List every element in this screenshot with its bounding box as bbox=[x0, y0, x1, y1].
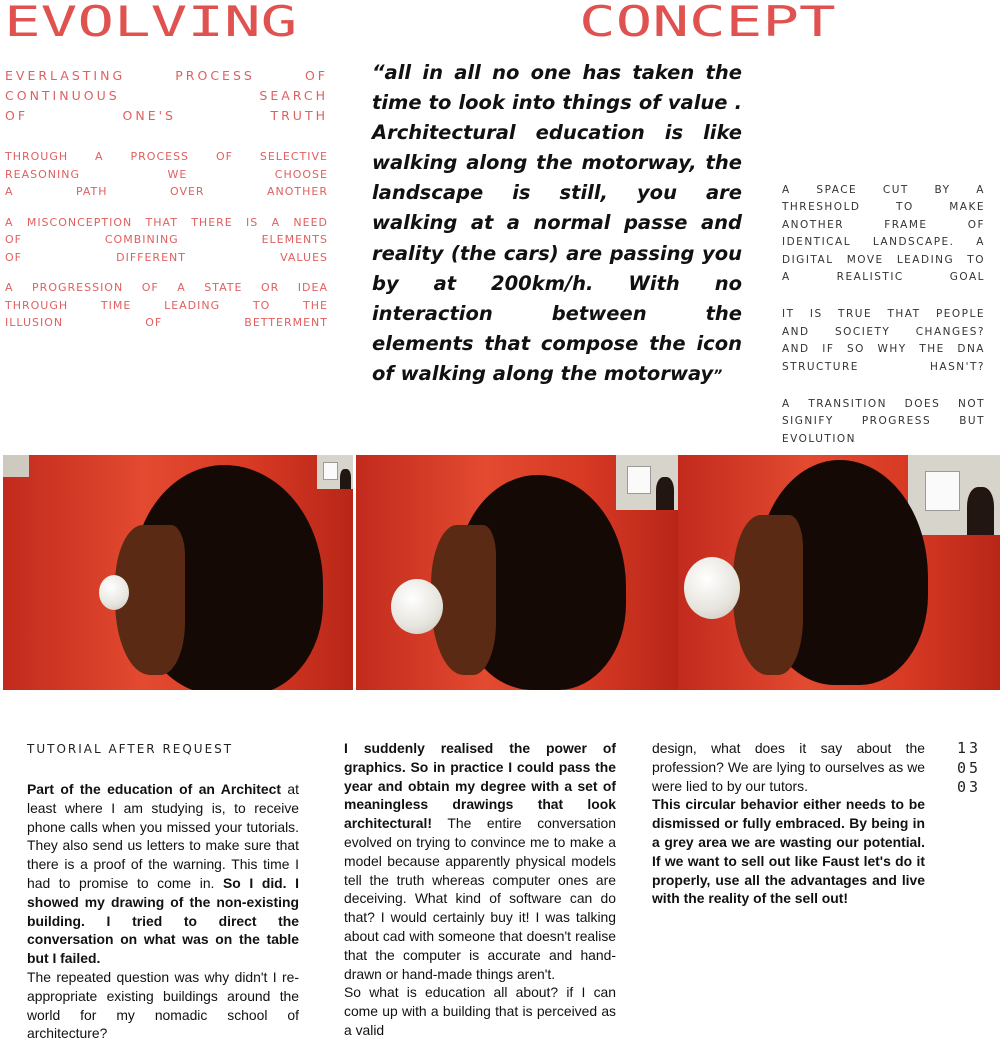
article-column-2 bbox=[344, 739, 616, 1040]
date-year: 03 bbox=[957, 778, 982, 796]
bird-canvas-icon bbox=[925, 471, 960, 511]
bold-text: So I did. I showed my drawing of the non-existing building. I tried to direct the conversation on what was on the table but I failed. bbox=[27, 874, 299, 967]
right-line: DIGITAL MOVE LEADING TO bbox=[782, 253, 985, 266]
article-heading: TUTORIAL AFTER REQUEST bbox=[27, 742, 234, 756]
date-stamp bbox=[957, 739, 981, 798]
left-line: REASONING WE CHOOSE bbox=[5, 167, 328, 181]
right-line: A TRANSITION DOES NOT bbox=[782, 398, 985, 411]
inset-thumbnail bbox=[3, 455, 29, 477]
right-line: ANOTHER FRAME OF bbox=[782, 218, 985, 231]
bird-canvas-icon bbox=[323, 462, 338, 480]
painter-figure bbox=[967, 487, 995, 535]
left-line: ILLUSION OF BETTERMENT bbox=[5, 316, 328, 329]
left-statements bbox=[5, 66, 328, 332]
page-title bbox=[4, 0, 1000, 46]
painter-figure bbox=[656, 477, 675, 510]
left-line: OF COMBINING ELEMENTS bbox=[5, 233, 328, 246]
right-line: EVOLUTION bbox=[782, 432, 857, 445]
right-line: IT IS TRUE THAT PEOPLE bbox=[782, 308, 985, 321]
left-big-line: OF ONE'S TRUTH bbox=[5, 108, 328, 123]
main-quote bbox=[372, 58, 742, 391]
photo-strip bbox=[3, 455, 1000, 690]
photo-frame-3 bbox=[678, 455, 1000, 690]
photo-frame-1 bbox=[3, 455, 353, 690]
date-day: 13 bbox=[957, 739, 982, 757]
painting-inset bbox=[317, 455, 353, 489]
gum-bubble bbox=[99, 575, 129, 610]
right-line: STRUCTURE HASN'T? bbox=[782, 360, 985, 373]
left-line: THROUGH TIME LEADING TO THE bbox=[5, 298, 328, 312]
bold-text: I suddenly realised the power of graphics. So in practice I could pass the year and obtain my degree with a set of meaningless drawings that look architectural! bbox=[344, 740, 616, 832]
article-paragraph: So what is education all about? if I can come up with a building that is perceived as a valid bbox=[344, 984, 616, 1038]
left-line: THROUGH A PROCESS OF SELECTIVE bbox=[5, 150, 328, 163]
right-line: SIGNIFY PROGRESS BUT bbox=[782, 415, 985, 428]
photo-frame-2 bbox=[356, 455, 678, 690]
painting-inset bbox=[616, 455, 678, 510]
left-line: A MISCONCEPTION THAT THERE IS A NEED bbox=[5, 215, 328, 229]
gum-bubble bbox=[684, 557, 740, 619]
left-line: A PATH OVER ANOTHER bbox=[5, 185, 328, 198]
date-month: 05 bbox=[957, 758, 982, 777]
left-big-line: EVERLASTING PROCESS OF bbox=[5, 68, 328, 83]
article-column-3 bbox=[652, 739, 925, 908]
body-text: at least where I am studying is, to receive phone calls when you missed your tutorials. They also send us letters to make sure that there is a proof of the warning. This time I had to promise to come in. bbox=[27, 781, 299, 891]
title-evolving: EVOLVING bbox=[4, 0, 298, 46]
article-paragraph: The repeated question was why didn't I re-appropriate existing buildings around the world for my nomadic school of architecture? bbox=[27, 968, 299, 1042]
right-line: THRESHOLD TO MAKE bbox=[782, 201, 985, 214]
left-big-line: CONTINUOUS SEARCH bbox=[5, 88, 328, 103]
quote-text: “all in all no one has taken the time to look into things of value . Architectural education is like walking along the motorway, the landscape is still, you are walking at a normal passe and reality (the cars) are passing you by at 200km/h. With no interaction between the elements that compose the icon of walking along the motorway bbox=[372, 61, 742, 385]
right-line: IDENTICAL LANDSCAPE. A bbox=[782, 236, 985, 249]
article-column-1 bbox=[27, 780, 299, 1043]
body-text: The entire conversation evolved on trying to convince me to make a model because apparently physical models tell the truth whereas computer ones are deceiving. What kind of software can do that? I would certainly buy it! I was talking about cad with someone that doesn't realise that the computer is accurate and hand-drawn or hand-made things aren't. bbox=[344, 815, 616, 982]
left-line: OF DIFFERENT VALUES bbox=[5, 250, 328, 264]
gum-bubble bbox=[391, 579, 443, 634]
painting-inset bbox=[908, 455, 1000, 535]
right-line: A REALISTIC GOAL bbox=[782, 271, 985, 284]
face-profile bbox=[733, 515, 803, 675]
bold-text: Part of the education of an Architect bbox=[27, 781, 281, 797]
bold-text: This circular behavior either needs to be dismissed or fully embraced. By being in a grey area we are wasting our potential. If we want to sell out like Faust let's do it properly, use all the advantages and live with the reality of the sell out! bbox=[652, 796, 925, 907]
bird-canvas-icon bbox=[627, 466, 651, 494]
right-statements bbox=[782, 182, 985, 448]
right-line: AND IF SO WHY THE DNA bbox=[782, 343, 985, 356]
title-concept: CONCEPT bbox=[579, 0, 836, 46]
quote-end-mark: ” bbox=[713, 367, 723, 384]
article-paragraph bbox=[652, 795, 925, 908]
article-paragraph bbox=[344, 739, 616, 983]
article-paragraph: design, what does it say about the profession? We are lying to ourselves as we were lied to by our tutors. bbox=[652, 740, 925, 794]
left-line: A PROGRESSION OF A STATE OR IDEA bbox=[5, 281, 328, 294]
right-line: A SPACE CUT BY A bbox=[782, 184, 985, 196]
right-line: AND SOCIETY CHANGES? bbox=[782, 325, 985, 338]
painter-figure bbox=[340, 469, 351, 489]
article-paragraph bbox=[27, 780, 299, 968]
